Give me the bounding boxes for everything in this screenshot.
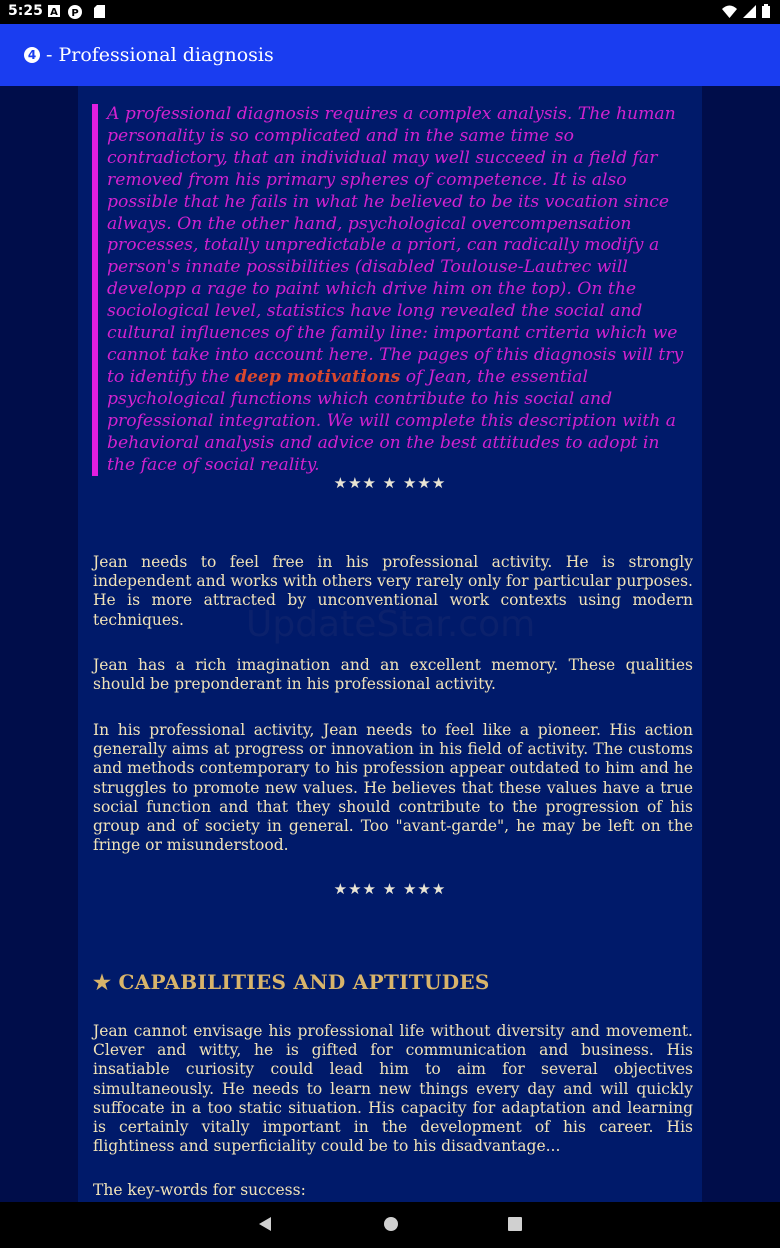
- paragraph-freedom: Jean needs to feel free in his professional activity. He is strongly independent and works with others very rarely only for particular purposes. He is more attracted by unconventional work contexts using modern techniques.: [93, 553, 693, 629]
- paragraph-pioneer: In his professional activity, Jean needs to feel like a pioneer. His action generally aims at progress or innovation in his field of activity. The customs and methods contemporary to his profession appear outdated to him and he struggles to promote new values. He believes that these values have a true social function and that they should contribute to the progression of his group and of society in general. Too "avant-garde", he may be left on the fringe or misunderstood.: [93, 721, 693, 855]
- content-panel[interactable]: [78, 86, 702, 1202]
- svg-text:P: P: [71, 8, 79, 19]
- a-notification-icon: [48, 5, 60, 21]
- wifi-icon: [722, 5, 737, 22]
- star-separator: ★★★ ★ ★★★: [333, 474, 447, 492]
- paragraph-capabilities: Jean cannot envisage his professional life without diversity and movement. Clever and witty, he is gifted for communication and business. His insatiable curiosity could lead him to aim for several objectives simultaneously. He needs to learn new things every day and will quickly suffocate in a too static situation. His capacity for adaptation and learning is certainly vitally important in the development of his career. His flightiness and superficiality could be to his disadvantage...: [93, 1022, 693, 1156]
- paragraph-imagination: Jean has a rich imagination and an excellent memory. These qualities should be preponderant in his professional activity.: [93, 656, 693, 694]
- capabilities-heading: ★ CAPABILITIES AND APTITUDES: [93, 970, 490, 994]
- app-bar: [0, 24, 780, 86]
- recents-button[interactable]: [507, 1216, 523, 1236]
- back-button[interactable]: [257, 1216, 273, 1236]
- intro-quote: [92, 104, 693, 476]
- section-number-badge: 4: [24, 47, 40, 63]
- intro-quote-text-before: A professional diagnosis requires a complex analysis. The human personality is so complicated and in the same time so contradictory, that an individual may well succeed in a field far removed from his primary spheres of competence. It is also possible that he fails in what he believed to be its vocation since always. On the other hand, psychological overcompensation processes, totally unpredictable a priori, can radically modify a person's innate possibilities (disabled Toulouse-Lautrec will developp a rage to paint which drive him on the top). On the sociological level, statistics have long revealed the social and cultural influences of the family line: important criteria which we cannot take into account here. The pages of this diagnosis will try to identify the: [107, 104, 684, 387]
- star-separator: ★★★ ★ ★★★: [333, 880, 447, 898]
- svg-text:A: A: [50, 7, 58, 17]
- signal-icon: [743, 5, 756, 22]
- intro-quote-text-after: of Jean, the essential psychological functions which contribute to his social and professional integration. We will complete this description with a behavioral analysis and advice on the best attitudes to adopt in the face of social reality.: [107, 366, 677, 475]
- home-button[interactable]: [383, 1216, 399, 1236]
- deep-motivations-link[interactable]: deep motivations: [235, 366, 401, 387]
- status-bar: [0, 0, 780, 24]
- status-time: 5:25: [8, 3, 43, 19]
- navigation-bar: [0, 1202, 780, 1248]
- p-notification-icon: [68, 5, 82, 23]
- battery-icon: [762, 4, 770, 22]
- page-title: - Professional diagnosis: [46, 44, 274, 66]
- watermark: UpdateStar.com: [246, 604, 536, 645]
- keywords-label: The key-words for success:: [93, 1181, 306, 1199]
- sd-card-icon: [94, 5, 105, 22]
